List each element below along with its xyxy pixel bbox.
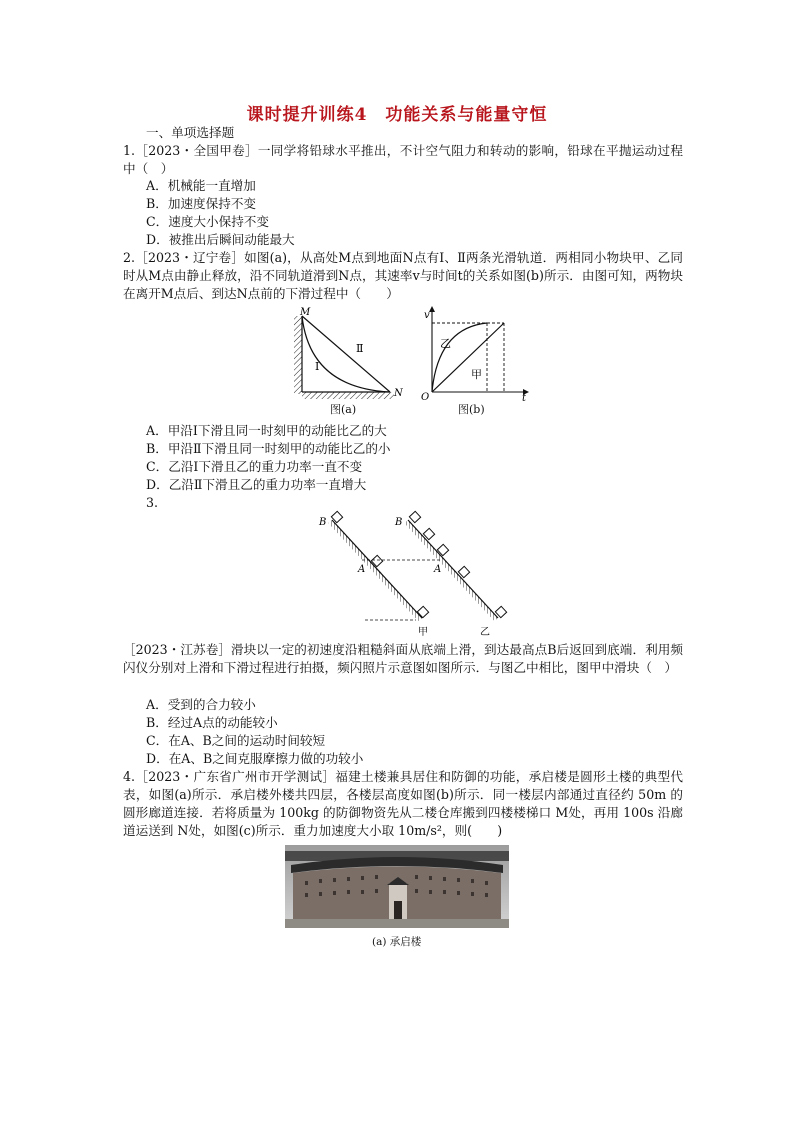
label-jia: 甲 — [418, 627, 428, 638]
q4-stem: 4.［2023・广东省广州市开学测试］福建土楼兼具居住和防御的功能，承启楼是圆形土楼的典型代表，如图(a)所示．承启楼外楼共四层，各楼层高度如图(b)所示．同一楼层内部通过直径约 50m 的圆形廊道连接．若将质量为 100kg 的防御物资先从二楼仓库搬到四楼楼梯口 M处，再用 100s 沿廊道运送到 N处，如图(c)所示．重力加速度大小取 10m/s²，则( ) — [123, 769, 683, 838]
q3-figure — [310, 510, 525, 640]
curve-yi — [432, 323, 487, 392]
q2-figure-b — [418, 306, 530, 401]
gate-door — [394, 901, 402, 919]
q2-figure-a-caption: 图(a) — [330, 403, 357, 416]
q3-number: 3. — [146, 495, 159, 510]
label-t: t — [522, 393, 527, 401]
label-track-ii: Ⅱ — [356, 342, 364, 355]
q2-option-a: A．甲沿Ⅰ下滑且同一时刻甲的动能比乙的大 — [146, 423, 387, 438]
label-m: M — [300, 307, 311, 318]
label-b-yi: B — [395, 517, 403, 528]
track-ii — [302, 316, 390, 392]
label-yi: 乙 — [480, 627, 490, 638]
label-track-i: Ⅰ — [315, 360, 320, 373]
q1-option-b: B．加速度保持不变 — [146, 196, 257, 211]
section-heading: 一、单项选择题 — [146, 125, 235, 140]
label-v: v — [424, 310, 430, 321]
slider-yi-1 — [409, 511, 420, 522]
q3-option-b: B．经过A点的动能较小 — [146, 715, 278, 730]
photo-caption: (a) 承启楼 — [372, 936, 422, 948]
q3-option-d: D．在A、B之间克服摩擦力做的功较小 — [146, 751, 364, 766]
q2-option-c: C．乙沿Ⅰ下滑且乙的重力功率一直不变 — [146, 459, 363, 474]
q3-stem: ［2023・江苏卷］滑块以一定的初速度沿粗糙斜面从底端上滑，到达最高点B后返回到底端．利用频闪仪分别对上滑和下滑过程进行拍摄，频闪照片示意图如图所示．与图乙中相比，图甲中滑块（ ） — [123, 642, 683, 675]
page-title: 课时提升训练4 功能关系与能量守恒 — [246, 105, 548, 125]
q1-option-a: A．机械能一直增加 — [146, 178, 256, 193]
label-a-yi: A — [434, 564, 442, 575]
label-jia: 甲 — [471, 368, 482, 381]
ground-hatch — [302, 392, 394, 399]
q2-figure-a — [290, 306, 405, 414]
q2-stem: 2.［2023・辽宁卷］如图(a)，从高处M点到地面N点有Ⅰ、Ⅱ两条光滑轨道．两相同小物块甲、乙同时从M点由静止释放，沿不同轨道滑到N点，其速率v与时间t的关系如图(b)所示．由图可知，两物块在离开M点后、到达N点前的下滑过程中（ ） — [123, 250, 683, 301]
wall-hatch — [294, 316, 302, 394]
slider-yi-5 — [495, 606, 506, 617]
label-o: O — [421, 392, 430, 401]
q1-option-d: D．被推出后瞬间动能最大 — [146, 232, 295, 247]
chengqi-lou-photo — [285, 845, 509, 928]
label-a-jia: A — [358, 564, 366, 575]
label-b-jia: B — [319, 517, 327, 528]
q1-option-c: C．速度大小保持不变 — [146, 214, 269, 229]
q3-option-c: C．在A、B之间的运动时间较短 — [146, 733, 326, 748]
line-jia — [432, 323, 504, 392]
q2-option-d: D．乙沿Ⅱ下滑且乙的重力功率一直增大 — [146, 477, 367, 492]
q3-option-a: A．受到的合力较小 — [146, 697, 256, 712]
q2-figure-b-caption: 图(b) — [458, 403, 485, 416]
label-yi: 乙 — [440, 337, 451, 350]
label-n: N — [394, 388, 403, 399]
q1-stem: 1.［2023・全国甲卷］一同学将铅球水平推出，不计空气阻力和转动的影响，铅球在平抛运动过程中（ ） — [123, 143, 683, 176]
ground — [285, 919, 509, 928]
q2-option-b: B．甲沿Ⅱ下滑且同一时刻甲的动能比乙的小 — [146, 441, 391, 456]
